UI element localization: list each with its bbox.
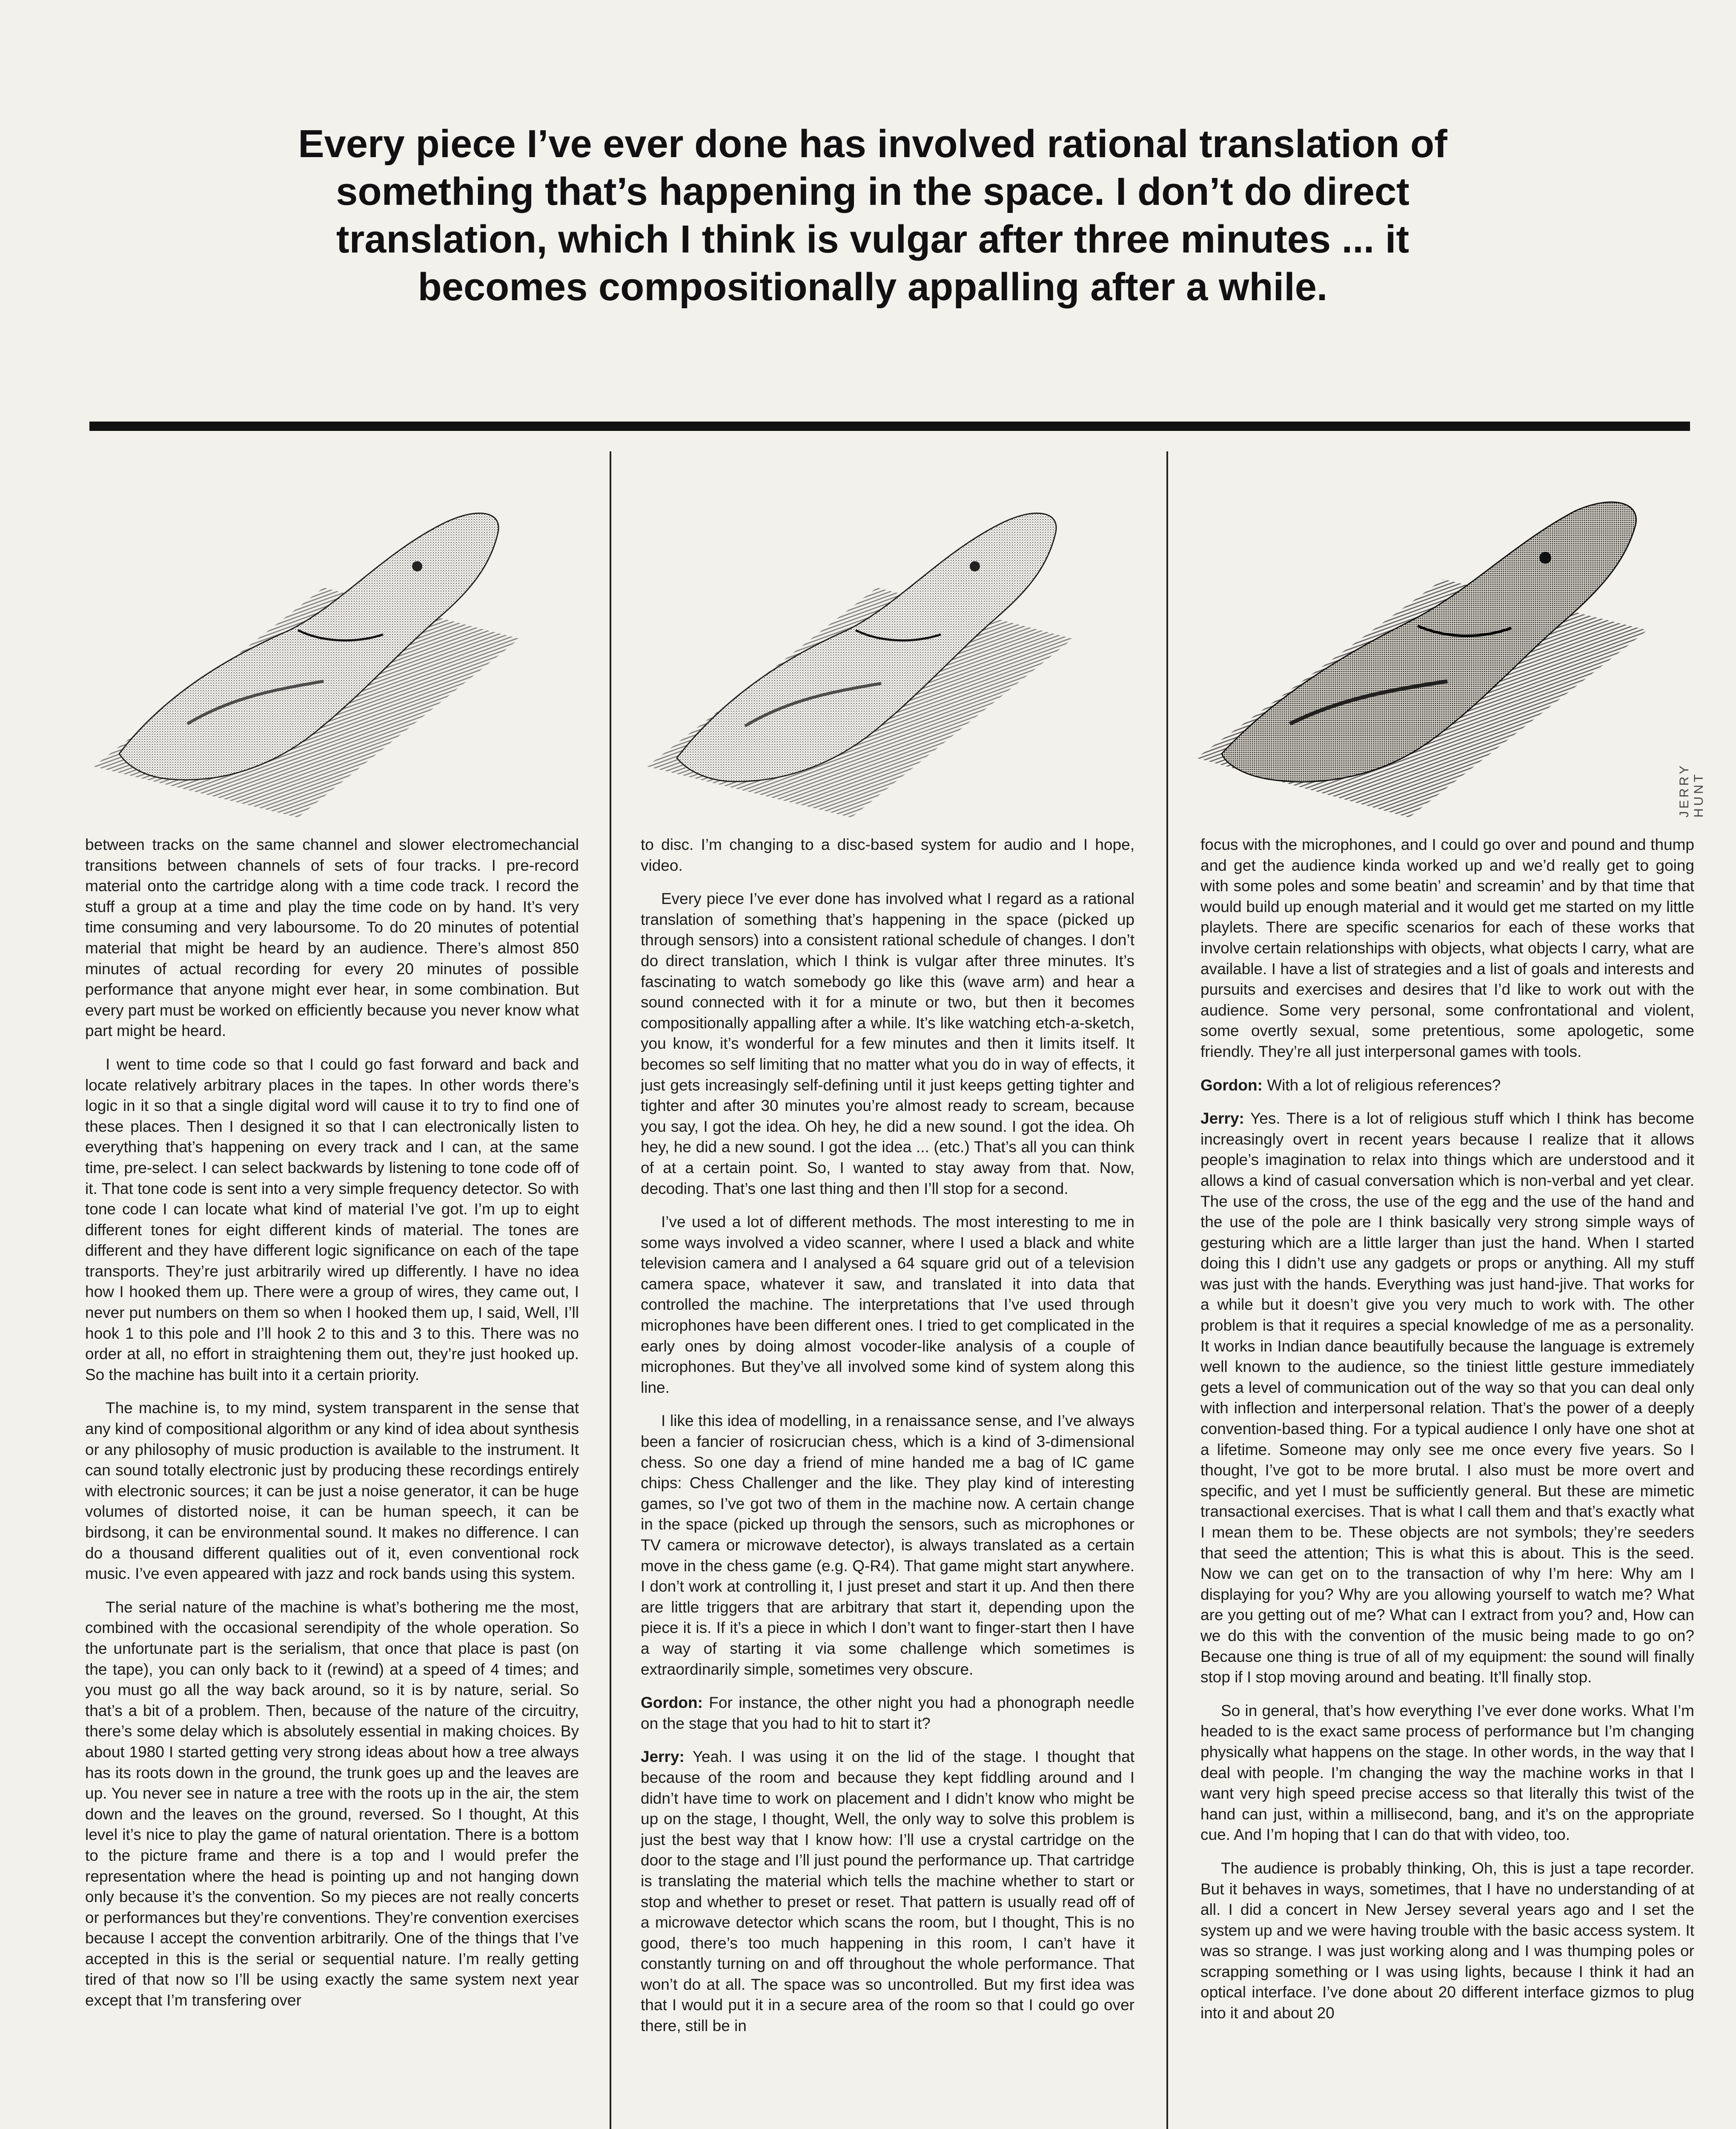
paragraph-text: The machine is, to my mind, system transparent in the sense that any kind of compositional algorithm or any kind of idea about synthesis or any philosophy of music production is available to the instrument. It can sound totally electronic just by producing these recordings entirely with electronic sources; it can be just a noise generator, it can be huge volumes of distorted noise, it can be human speech, it can be birdsong, it can be environmental sound. It makes no difference. I can do a thousand different qualities out of it, even conventional rock music. I’ve even appeared with jazz and rock bands using this system. <box>85 1399 579 1583</box>
hand-render-illustration <box>613 460 1149 826</box>
wireframe-hand-image-1 <box>60 460 596 826</box>
paragraph <box>85 1597 579 2011</box>
paragraph <box>641 1212 1134 1398</box>
column-divider <box>610 451 611 2129</box>
paragraph <box>641 1411 1134 1680</box>
paragraph <box>1200 1858 1694 2024</box>
paragraph-text: Yes. There is a lot of religious stuff which I think has become increasingly overt in recent years because I realize that it allows people’s imagination to relax into things which are understood and it allows a kind of casual conversation which is non-verbal and yet clear. The use of the cross, the use of the egg and the use of the hand and the use of the pole are I think basically very strong simple ways of gesturing which are a little larger than just the hand. When I started doing this I didn’t use any gadgets or props or anything. All my stuff was just with the hands. Everything was just hand-jive. That works for a while but it doesn’t give you very much to work with. The other problem is that it requires a special knowledge of me as a personality. It works in Indian dance beautifully because the language is extremely well known to the audience, so the tiniest little gesture immediately gets a level of communication out of the way so that you can deal only with inflection and interpersonal relation. That’s the power of a deeply convention-based thing. For a typical audience I only have one shot at a lifetime. Someone may only see me once every five years. So I thought, I’ve got to be more brutal. I also must be more overt and specific, and yet I must be sufficiently general. But these are mimetic transactional exercises. That is what I call them and that’s exactly what I mean them to be. These objects are not symbols; they’re seeders that seed the attention; This is what this is about. This is the seed. Now we can get on to the transaction of why I’m here: Why am I displaying for you? Why are you allowing yourself to watch me? What are you getting out of me? What can I extract from you? and, How can we do this with the convention of the music being made to go on? Because one thing is true of all of my equipment: the sound will finally stop if I stop moving around and beating. It’ll finally stop. <box>1200 1110 1694 1686</box>
wireframe-hand-image-3 <box>1171 460 1707 826</box>
pull-quote: Every piece I’ve ever done has involved rational translation of something that’s happening in the space. I don’t do direct translation, which I think is vulgar after three minutes ... it becomes compositionally appalling after a while. <box>298 122 1447 309</box>
paragraph-text: The audience is probably thinking, Oh, this is just a tape recorder. But it behaves in ways, sometimes, that I have no understanding of at all. I did a concert in New Jersey several years ago and I set the system up and we were having trouble with the basic access system. It was so strange. I was just working along and I was thumping poles or scrapping something or I was using lights, because I think it had an optical interface. I’ve done about 20 different interface gizmos to plug into it and about 20 <box>1200 1859 1694 2022</box>
paragraph <box>1200 1108 1694 1688</box>
paragraph <box>85 835 579 1042</box>
speaker-label: Jerry: <box>1200 1110 1244 1128</box>
paragraph-text: The serial nature of the machine is what’s bothering me the most, combined with the occasional serendipity of the whole operation. So the unfortunate part is the serialism, that once that place is past (on the tape), you can only back to it (rewind) at a speed of 4 times; and you must go all the way back around, so it is by nature, serial. So that’s a bit of a problem. Then, because of the nature of the circuitry, there’s some delay which is absolutely essential in making choices. By about 1980 I started getting very strong ideas about how a tree always has its roots down in the ground, the trunk goes up and the leaves are up. You never see in nature a tree with the roots up in the air, the stem down and the leaves on the ground, reversed. So I thought, At this level it’s nice to play the game of natural orientation. There is a bottom to the picture frame and there is a top and I would prefer the representation where the head is pointing up and not hanging down only because it’s the convention. So my pieces are not really concerts or performances but they’re conventions. They’re convention exercises because I accept the convention arbitrarily. One of the things that I’ve accepted in this is the serial or sequential nature. I’m really getting tired of that now so I’ll be using exactly the same system next year except that I’m transfering over <box>85 1598 579 2009</box>
paragraph-text: So in general, that’s how everything I’ve ever done works. What I’m headed to is the exact same process of performance but I’m changing physically what happens on the stage. In other words, in the way that I deal with people. I’m changing the way the machine works in that I want very high speed precise access so that literally this twist of the hand can just, within a millisecond, bang, and it’s on the appropriate cue. And I’m hoping that I can do that with video, too. <box>1200 1701 1694 1844</box>
top-rule <box>89 422 1690 431</box>
paragraph-text: Yeah. I was using it on the lid of the stage. I thought that because of the room and because they kept fiddling around and I didn’t have time to work on placement and I didn’t know who might be up on the stage, I thought, Well, the only way to solve this problem is just the best way that I know how: I’ll use a crystal cartridge on the door to the stage and I’ll just pound the performance up. That cartridge is translating the material which tells the machine whether to start or stop and whether to preset or reset. That pattern is usually read off of a microwave detector which scans the room, but I thought, This is no good, there’s too much happening in this room, I can’t have it constantly turning on and off throughout the whole performance. That won’t do at all. The space was so uncontrolled. But my first idea was that I would put it in a secure area of the room so that I could go over there, still be in <box>641 1748 1134 2035</box>
paragraph <box>641 889 1134 1199</box>
paragraph-text: Every piece I’ve ever done has involved what I regard as a rational translation of something that’s happening in the space (picked up through sensors) into a consistent rational schedule of changes. I don’t do direct translation, which I think is vulgar after three minutes. It’s fascinating to watch somebody go like this (wave arm) and hear a sound connected with it for a minute or two, but then it becomes compositionally appalling after a while. It’s like watching etch-a-sketch, you know, it’s wonderful for a few minutes and then it limits itself. It becomes so self limiting that no matter what you do in way of effects, it just gets increasingly self-defining until it just keeps getting tighter and tighter and after 30 minutes you’re almost ready to scream, because you say, I got the idea. Oh hey, he did a new sound. I got the idea. Oh hey, he did a new sound. I got the idea ... (etc.) That’s all you can think of at a certain point. So, I wanted to stay away from that. Now, decoding. That’s one last thing and then I’ll stop for a second. <box>641 890 1134 1197</box>
paragraph-text: focus with the microphones, and I could go over and pound and thump and get the audience kinda worked up and we’d really get to going with some poles and some beatin’ and screamin’ and by that time that would build up enough material and it would get me started on my little playlets. There are specific scenarios for each of these works that involve certain relationships with objects, what objects I carry, what are available. I have a list of strategies and a list of goals and interests and pursuits and exercises and desires that I’d like to work out with the audience. Some very personal, some confrontational and violent, some overtly sexual, some pretentious, some apologetic, some friendly. They’re all just interpersonal games with tools. <box>1200 836 1694 1060</box>
paragraph <box>85 1398 579 1584</box>
article-column-1 <box>85 835 579 2129</box>
column-divider <box>1166 451 1168 2129</box>
paragraph <box>641 1747 1134 2036</box>
hand-render-illustration <box>1171 460 1707 826</box>
paragraph-text: I like this idea of modelling, in a renaissance sense, and I’ve always been a fancier of rosicrucian chess, which is a kind of 3-dimensional chess. So one day a friend of mine handed me a bag of IC game chips: Chess Challenger and the like. They play kind of interesting games, so I’ve got two of them in the machine now. A certain change in the space (picked up through the sensors, such as microphones or TV camera or microwave detector), is always translated as a certain move in the chess game (e.g. Q-R4). That game might start anywhere. I don’t work at controlling it, I just preset and start it up. And then there are little triggers that are arbitrary that start it, depending upon the piece it is. If it’s a piece in which I don’t want to finger-start then I have a way of starting it via some challenge which sometimes is extraordinarily simple, sometimes very obscure. <box>641 1412 1134 1678</box>
paragraph-text: between tracks on the same channel and slower electromechancial transitions between channels of sets of four tracks. I pre-record material onto the cartridge along with a time code track. I record the stuff a group at a time and play the time code on by hand. It’s very time consuming and very laboursome. To do 20 minutes of potential material that might be heard by an audience. There’s almost 850 minutes of actual recording for every 20 minutes of possible performance that anyone might ever hear, in some combination. But every part must be worked on efficiently because you never know what part might be heard. <box>85 836 579 1040</box>
paragraph-text: to disc. I’m changing to a disc-based system for audio and I hope, video. <box>641 836 1134 874</box>
paragraph-text: With a lot of religious references? <box>1267 1076 1501 1094</box>
speaker-label: Gordon: <box>641 1694 703 1712</box>
article-column-2 <box>641 835 1134 2129</box>
paragraph <box>1200 1701 1694 1845</box>
paragraph-text: I went to time code so that I could go fast forward and back and locate relatively arbitrary places in the tapes. In other words there’s logic in it so that a single digital word will cause it to try to find one of these places. Then I designed it so that I can electronically listen to everything that’s happening on every track and I can, at the same time, pre-select. I can select backwards by listening to tone code off of it. That tone code is sent into a very simple frequency detector. So with tone code I can locate what kind of material I’ve got. I’m up to eight different tones for eight different kinds of material. The tones are different and they have different logic significance on each of the tape transports. They’re just arbitrarily wired up differently. I have no idea how I hooked them up. There were a group of wires, they came out, I never put numbers on them so when I hooked them up, I said, Well, I’ll hook 1 to this pole and I’ll hook 2 to this and 3 to this. There was no order at all, no effort in straightening them out, they’re just hooked up. So the machine has built into it a certain priority. <box>85 1055 579 1383</box>
article-column-3 <box>1200 835 1694 2129</box>
paragraph <box>1200 835 1694 1062</box>
paragraph-text: I’ve used a lot of different methods. The most interesting to me in some ways involved a video scanner, where I used a black and white television camera and I analysed a 64 square grid out of a television camera space, whatever it saw, and translated it into data that controlled the machine. The interpretations that I’ve used through microphones have been different ones. I tried to get complicated in the early ones by doing almost vocoder-like analysis of a couple of microphones. But they’ve all involved some kind of system along this line. <box>641 1213 1134 1396</box>
wireframe-hand-image-2 <box>613 460 1149 826</box>
paragraph <box>85 1054 579 1386</box>
paragraph-text: For instance, the other night you had a phonograph needle on the stage that you had to hit to start it? <box>641 1694 1134 1732</box>
speaker-label: Gordon: <box>1200 1076 1263 1094</box>
photo-credit: JERRY HUNT <box>1677 763 1706 818</box>
speaker-label: Jerry: <box>641 1748 685 1766</box>
hand-render-illustration <box>60 460 596 826</box>
paragraph <box>641 1693 1134 1734</box>
paragraph <box>1200 1075 1694 1096</box>
paragraph <box>641 835 1134 876</box>
